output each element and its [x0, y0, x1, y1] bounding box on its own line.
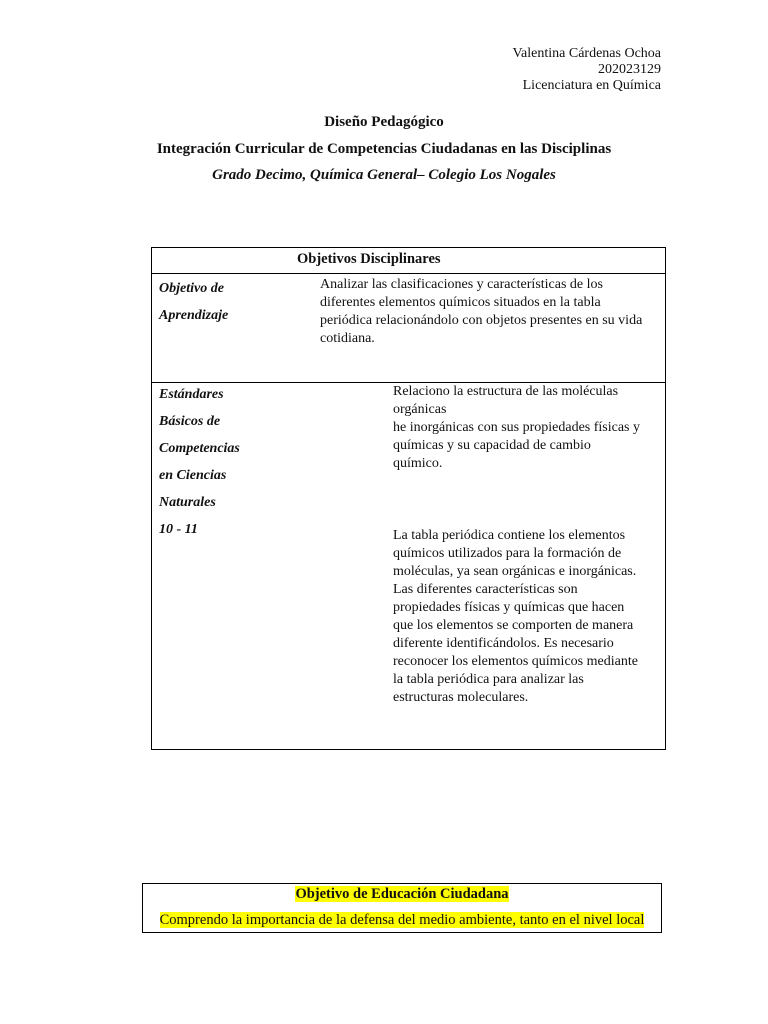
label-line: Aprendizaje [159, 308, 229, 323]
text-line: Las diferentes características son [393, 582, 578, 597]
civic-education-text: Comprendo la importancia de la defensa del medio ambiente, tanto en el nivel local [159, 912, 645, 928]
label-line: Naturales [159, 495, 216, 510]
standard-statement [393, 383, 665, 473]
text-line: diferente identificándolos. Es necesario [393, 636, 614, 651]
label-line: Competencias [159, 441, 240, 456]
learning-objective-label [159, 275, 299, 329]
label-line: en Ciencias [159, 468, 227, 483]
text-line: Relaciono la estructura de las moléculas [393, 384, 619, 399]
label-line: 10 - 11 [159, 522, 198, 537]
text-line: estructuras moleculares. [393, 690, 529, 705]
author-program: Licenciatura en Química [522, 78, 661, 93]
text-line: orgánicas [393, 402, 447, 417]
label-line: Estándares [159, 387, 224, 402]
objectives-table-header: Objetivos Disciplinares [152, 248, 665, 274]
author-id: 202023129 [598, 62, 661, 77]
text-line: propiedades físicas y químicas que hacen [393, 600, 625, 615]
text-line: La tabla periódica contiene los elementos [393, 528, 626, 543]
document-context: Grado Decimo, Química General– Colegio Los Nogales [212, 167, 556, 183]
text-line: reconocer los elementos químicos mediante [393, 654, 638, 669]
text-line: químicos utilizados para la formación de [393, 546, 622, 561]
text-line: químico. [393, 456, 443, 471]
standard-explanation [393, 527, 661, 707]
text-line: moléculas, ya sean orgánicas e inorgánicas. [393, 564, 637, 579]
text-line: he inorgánicas con sus propiedades físicas y [393, 420, 641, 435]
learning-objective-text: Analizar las clasificaciones y características de los diferentes elementos químicos situados en la tabla periódica relacionándolo con objetos presentes en su vida cotidiana. [320, 277, 643, 346]
label-line: Básicos de [159, 414, 221, 429]
text-line: químicas y su capacidad de cambio [393, 438, 591, 453]
label-line: Objetivo de [159, 281, 224, 296]
document-title: Diseño Pedagógico [324, 114, 444, 130]
standards-label [159, 381, 279, 543]
author-block [513, 46, 662, 94]
author-name: Valentina Cárdenas Ochoa [512, 46, 661, 61]
learning-objective-row [152, 275, 665, 383]
document-subtitle: Integración Curricular de Competencias Ciudadanas en las Disciplinas [156, 141, 612, 157]
civic-education-title: Objetivo de Educación Ciudadana [295, 886, 509, 902]
civic-education-text-row [143, 911, 661, 929]
civic-education-box [142, 883, 662, 933]
objectives-table [151, 247, 666, 750]
text-line: que los elementos se comporten de manera [393, 618, 634, 633]
civic-education-title-row [143, 885, 661, 903]
text-line: la tabla periódica para analizar las [393, 672, 584, 687]
